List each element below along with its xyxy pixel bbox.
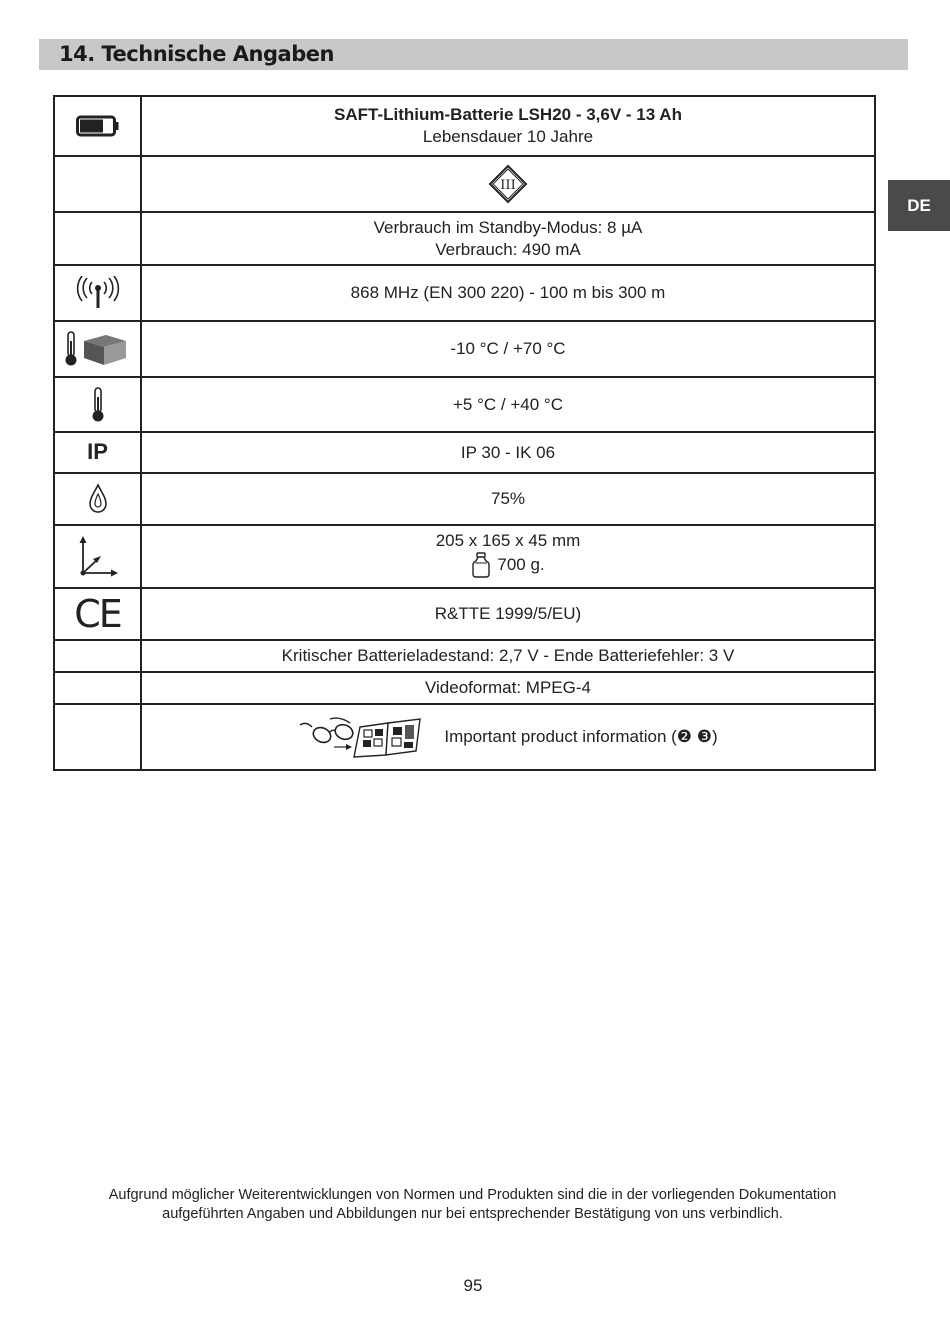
- ce-directive: R&TTE 1999/5/EU): [141, 588, 875, 640]
- table-row: [54, 640, 875, 672]
- weight-value: 700 g.: [497, 554, 545, 574]
- battery-spec: SAFT-Lithium-Batterie LSH20 - 3,6V - 13 Ah: [334, 105, 682, 124]
- table-row: [54, 704, 875, 770]
- operating-temperature: +5 °C / +40 °C: [141, 377, 875, 432]
- droplet-icon: [88, 483, 108, 515]
- disclaimer: [40, 1186, 905, 1224]
- table-row: [54, 473, 875, 525]
- disclaimer-line-1: Aufgrund möglicher Weiterentwicklungen von Normen und Produkten sind die in der vorliegenden Dokumentation: [108, 1187, 837, 1203]
- disclaimer-line-2: aufgeführten Angaben und Abbildungen nur bei entsprechender Bestätigung von uns verbindlich.: [162, 1206, 783, 1222]
- table-row: [54, 156, 875, 212]
- axes-icon: [76, 535, 120, 579]
- product-info-note: Important product information (❷ ❸): [444, 727, 718, 746]
- table-row: [54, 212, 875, 265]
- glasses-manual-icon: [298, 715, 422, 759]
- dimensions-value: 205 x 165 x 45 mm: [435, 530, 581, 550]
- table-row: [54, 525, 875, 588]
- standby-consumption: Verbrauch im Standby-Modus: 8 µA: [373, 217, 643, 237]
- table-row: [54, 432, 875, 473]
- active-consumption: Verbrauch: 490 mA: [435, 239, 581, 259]
- battery-icon: [76, 115, 120, 137]
- table-row: [54, 672, 875, 704]
- antenna-icon: [76, 276, 120, 310]
- table-row: [54, 588, 875, 640]
- spec-table: [53, 95, 876, 771]
- section-title: 14. Technische Angaben: [59, 42, 334, 66]
- thermometer-icon: [90, 387, 106, 423]
- page-number: 95: [463, 1276, 483, 1295]
- table-row: [54, 321, 875, 377]
- class-iii-icon: [488, 164, 528, 204]
- table-row: [54, 377, 875, 432]
- ce-mark-icon: CE: [74, 592, 121, 636]
- battery-lifetime: Lebensdauer 10 Jahre: [422, 127, 594, 146]
- thermometer-box-icon: [62, 331, 134, 367]
- table-row: [54, 96, 875, 156]
- radio-spec: 868 MHz (EN 300 220) - 100 m bis 300 m: [141, 265, 875, 321]
- section-header: [39, 39, 908, 70]
- battery-level-spec: Kritischer Batterieladestand: 2,7 V - Ende Batteriefehler: 3 V: [141, 640, 875, 672]
- class-symbol: III: [500, 178, 516, 193]
- storage-temperature: -10 °C / +70 °C: [141, 321, 875, 377]
- table-row: [54, 265, 875, 321]
- protection-rating: IP 30 - IK 06: [141, 432, 875, 473]
- language-tab[interactable]: DE: [888, 180, 950, 231]
- video-format: Videoformat: MPEG-4: [141, 672, 875, 704]
- ip-icon: IP: [87, 438, 108, 464]
- humidity: 75%: [141, 473, 875, 525]
- weight-icon: [471, 552, 491, 578]
